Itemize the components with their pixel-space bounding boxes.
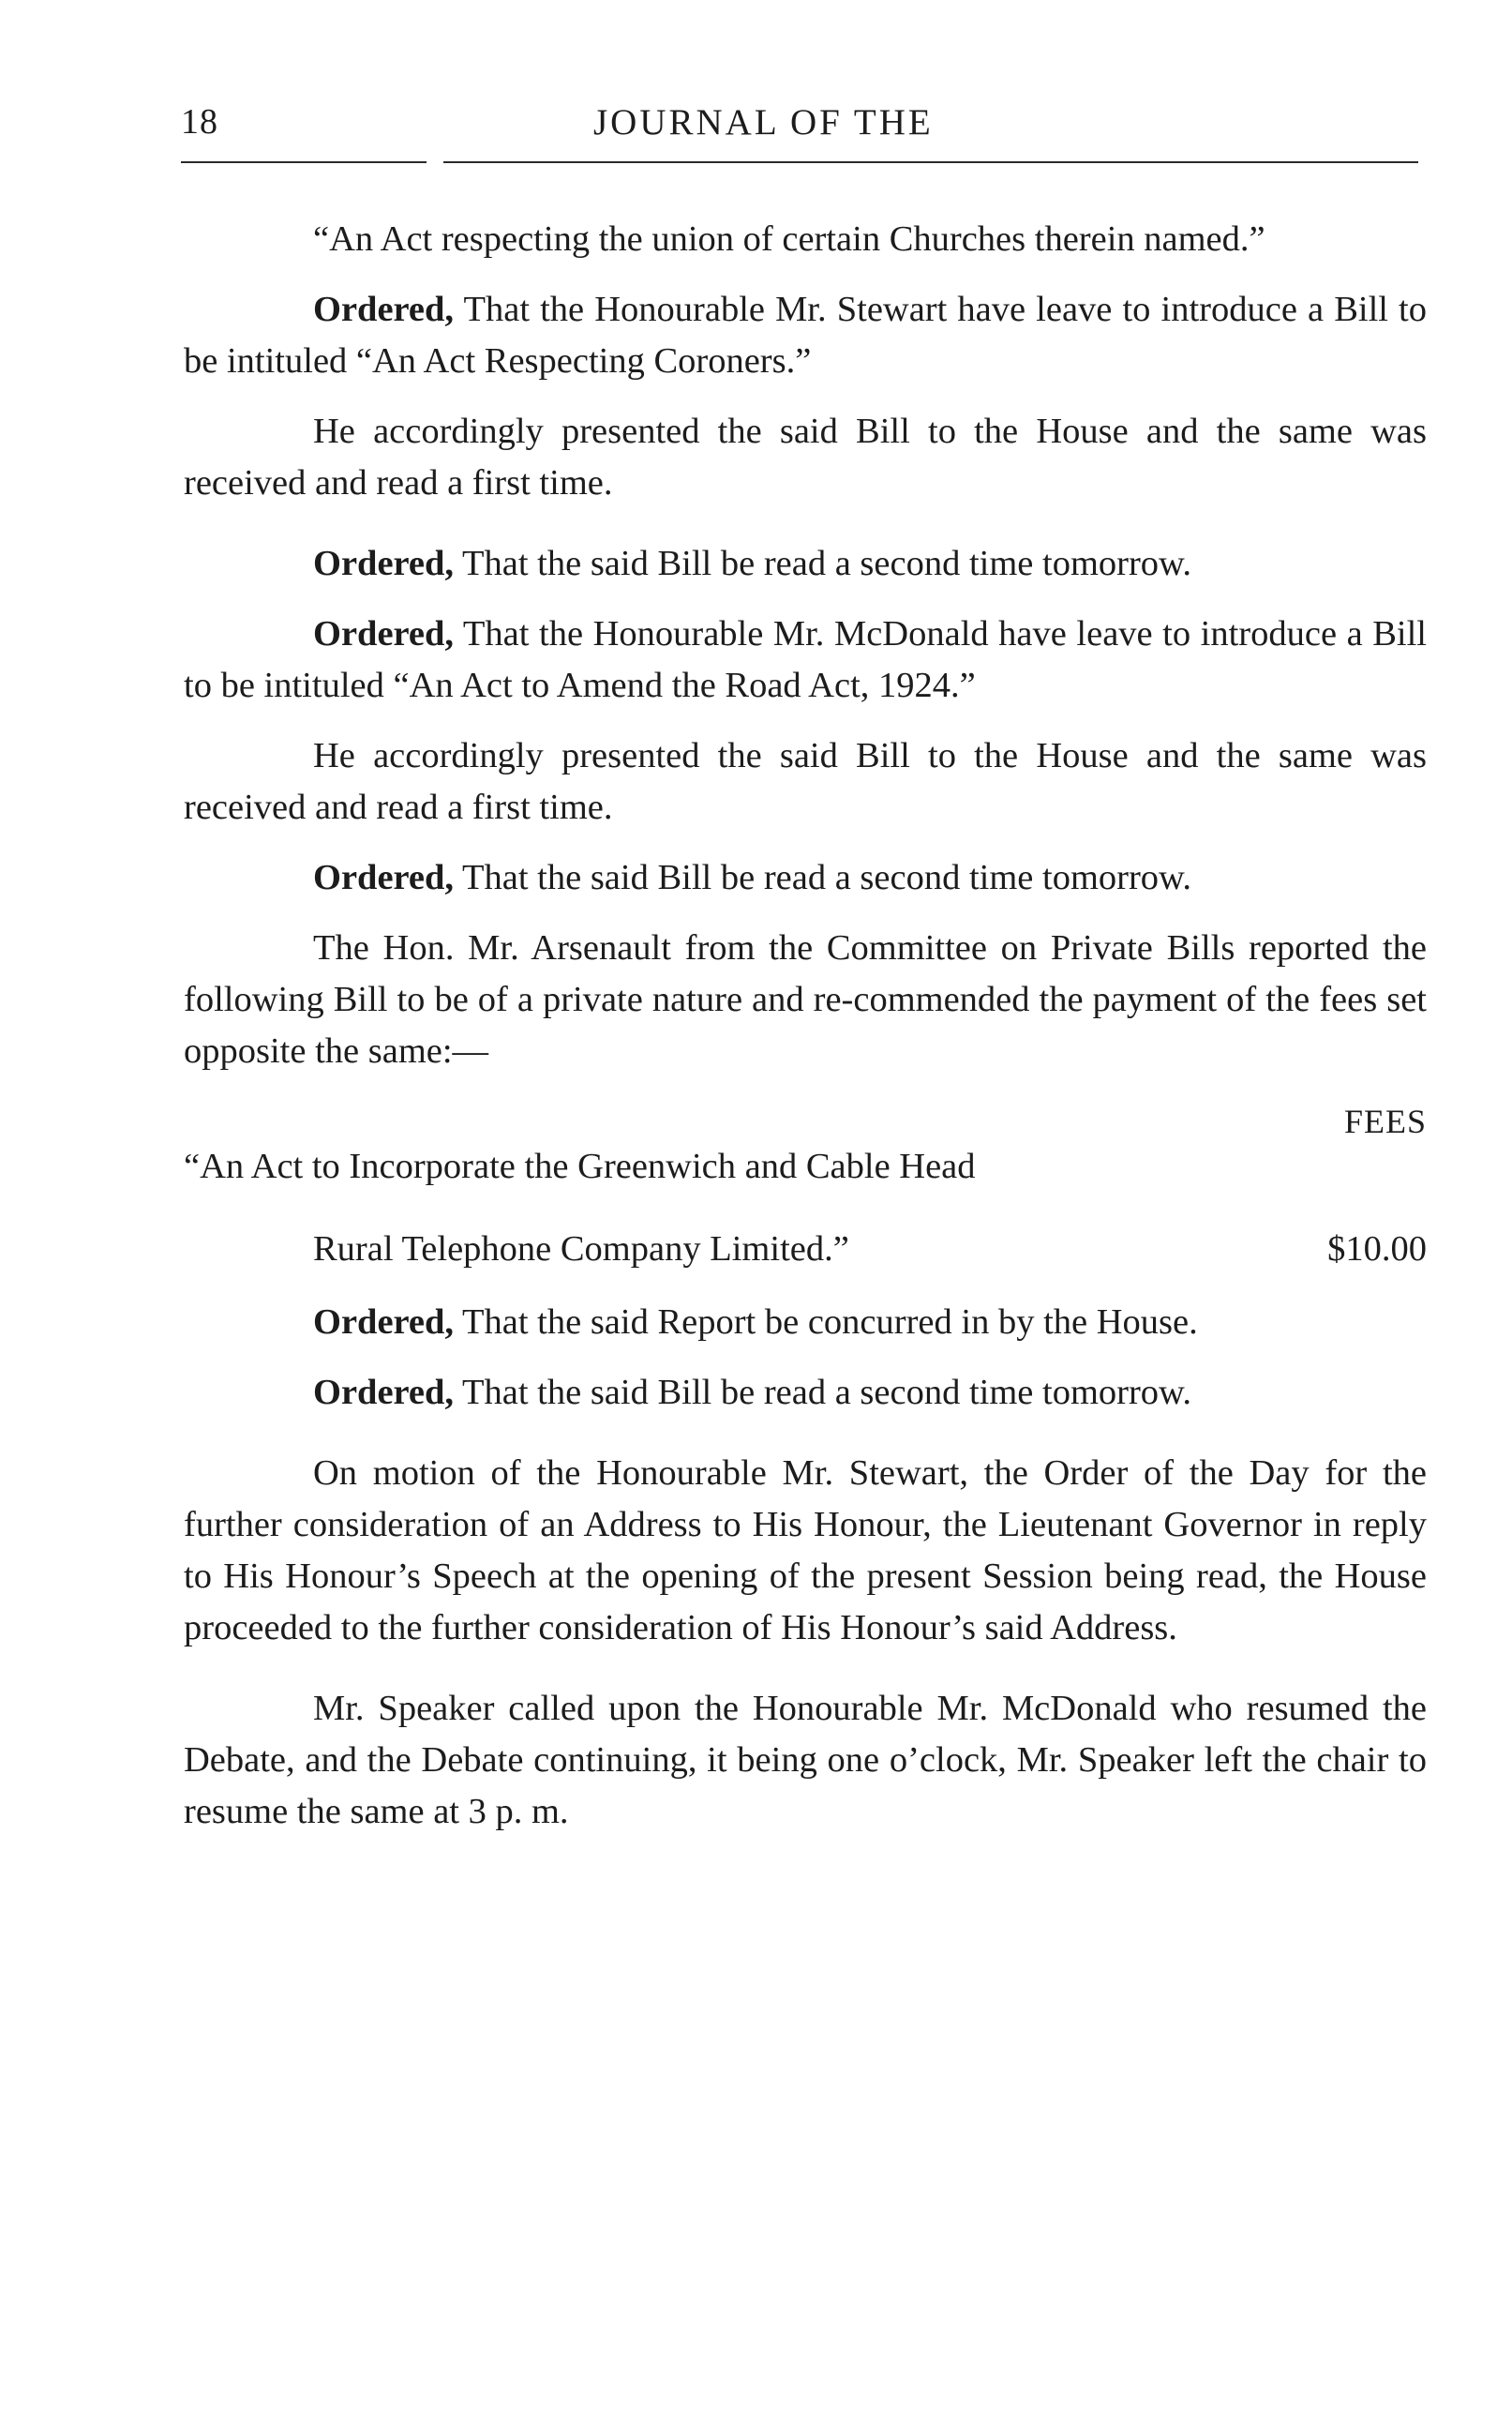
fees-heading: FEES — [1343, 1103, 1427, 1140]
paragraph-text: That the said Report be concurred in by the House. — [454, 1302, 1198, 1342]
paragraph-text: He accordingly presented the said Bill to the House and the same was received and read a first time. — [184, 412, 1427, 503]
paragraph-order-mcdonald-leave — [184, 609, 1427, 712]
paragraph-text: On motion of the Honourable Mr. Stewart, the Order of the Day for the further consideration of an Address to His Honour, the Lieutenant Governor in reply to His Honour’s Speech at the opening of the present Session being read, the House proceeded to the further consideration of His Honour’s said Address. — [184, 1453, 1427, 1647]
header-rule-right — [443, 161, 1418, 163]
paragraph-text: That the Honourable Mr. Stewart have leave to introduce a Bill to be intituled “An Act Respecting Coroners.” — [184, 290, 1427, 381]
paragraph-text: That the Honourable Mr. McDonald have leave to introduce a Bill to be intituled “An Act to Amend the Road Act, 1924.” — [184, 614, 1427, 705]
fee-amount: $10.00 — [1327, 1229, 1427, 1269]
header-rule-left — [181, 161, 427, 163]
paragraph-text: Mr. Speaker called upon the Honourable Mr. McDonald who resumed the Debate, and the Debate continuing, it being one o’clock, Mr. Speaker left the chair to resume the same at 3 p. m. — [184, 1689, 1427, 1831]
paragraph-text: That the said Bill be read a second time tomorrow. — [454, 1373, 1191, 1412]
fees-table — [184, 1096, 1427, 1280]
paragraph-text: He accordingly presented the said Bill to the House and the same was received and read a first time. — [184, 736, 1427, 827]
paragraph-stewart-presented — [184, 406, 1427, 509]
paragraph-order-concurred — [184, 1297, 1427, 1348]
ordered-lead: Ordered, — [313, 544, 455, 583]
journal-body — [184, 214, 1427, 1867]
ordered-lead: Ordered, — [313, 858, 455, 897]
paragraph-order-second-reading-2 — [184, 852, 1427, 904]
paragraph-text: That the said Bill be read a second time tomorrow. — [454, 858, 1191, 897]
paragraph-order-second-reading-1 — [184, 538, 1427, 590]
paragraph-order-stewart-leave — [184, 284, 1427, 387]
paragraph-order-second-reading-3 — [184, 1367, 1427, 1419]
paragraph-address-motion — [184, 1448, 1427, 1654]
paragraph-text: The Hon. Mr. Arsenault from the Committee on Private Bills reported the following Bill to be of a private nature and re-commended the payment of the fees set opposite the same:— — [184, 928, 1427, 1071]
ordered-lead: Ordered, — [313, 1373, 455, 1412]
page-header — [181, 101, 1418, 150]
bill-title-line-1: “An Act to Incorporate the Greenwich and Cable Head — [184, 1147, 976, 1186]
bill-title-line-2: Rural Telephone Company Limited.” — [313, 1229, 849, 1269]
paragraph-text: “An Act respecting the union of certain Churches therein named.” — [313, 219, 1265, 259]
paragraph-act-union-churches — [184, 214, 1427, 265]
page-number: 18 — [181, 102, 218, 142]
ordered-lead: Ordered, — [313, 290, 455, 329]
paragraph-committee-report — [184, 923, 1427, 1077]
ordered-lead: Ordered, — [313, 614, 455, 654]
paragraph-mcdonald-presented — [184, 730, 1427, 834]
running-head: JOURNAL OF THE — [593, 102, 934, 143]
paragraph-speaker-debate — [184, 1683, 1427, 1838]
paragraph-text: That the said Bill be read a second time tomorrow. — [454, 544, 1191, 583]
ordered-lead: Ordered, — [313, 1302, 455, 1342]
